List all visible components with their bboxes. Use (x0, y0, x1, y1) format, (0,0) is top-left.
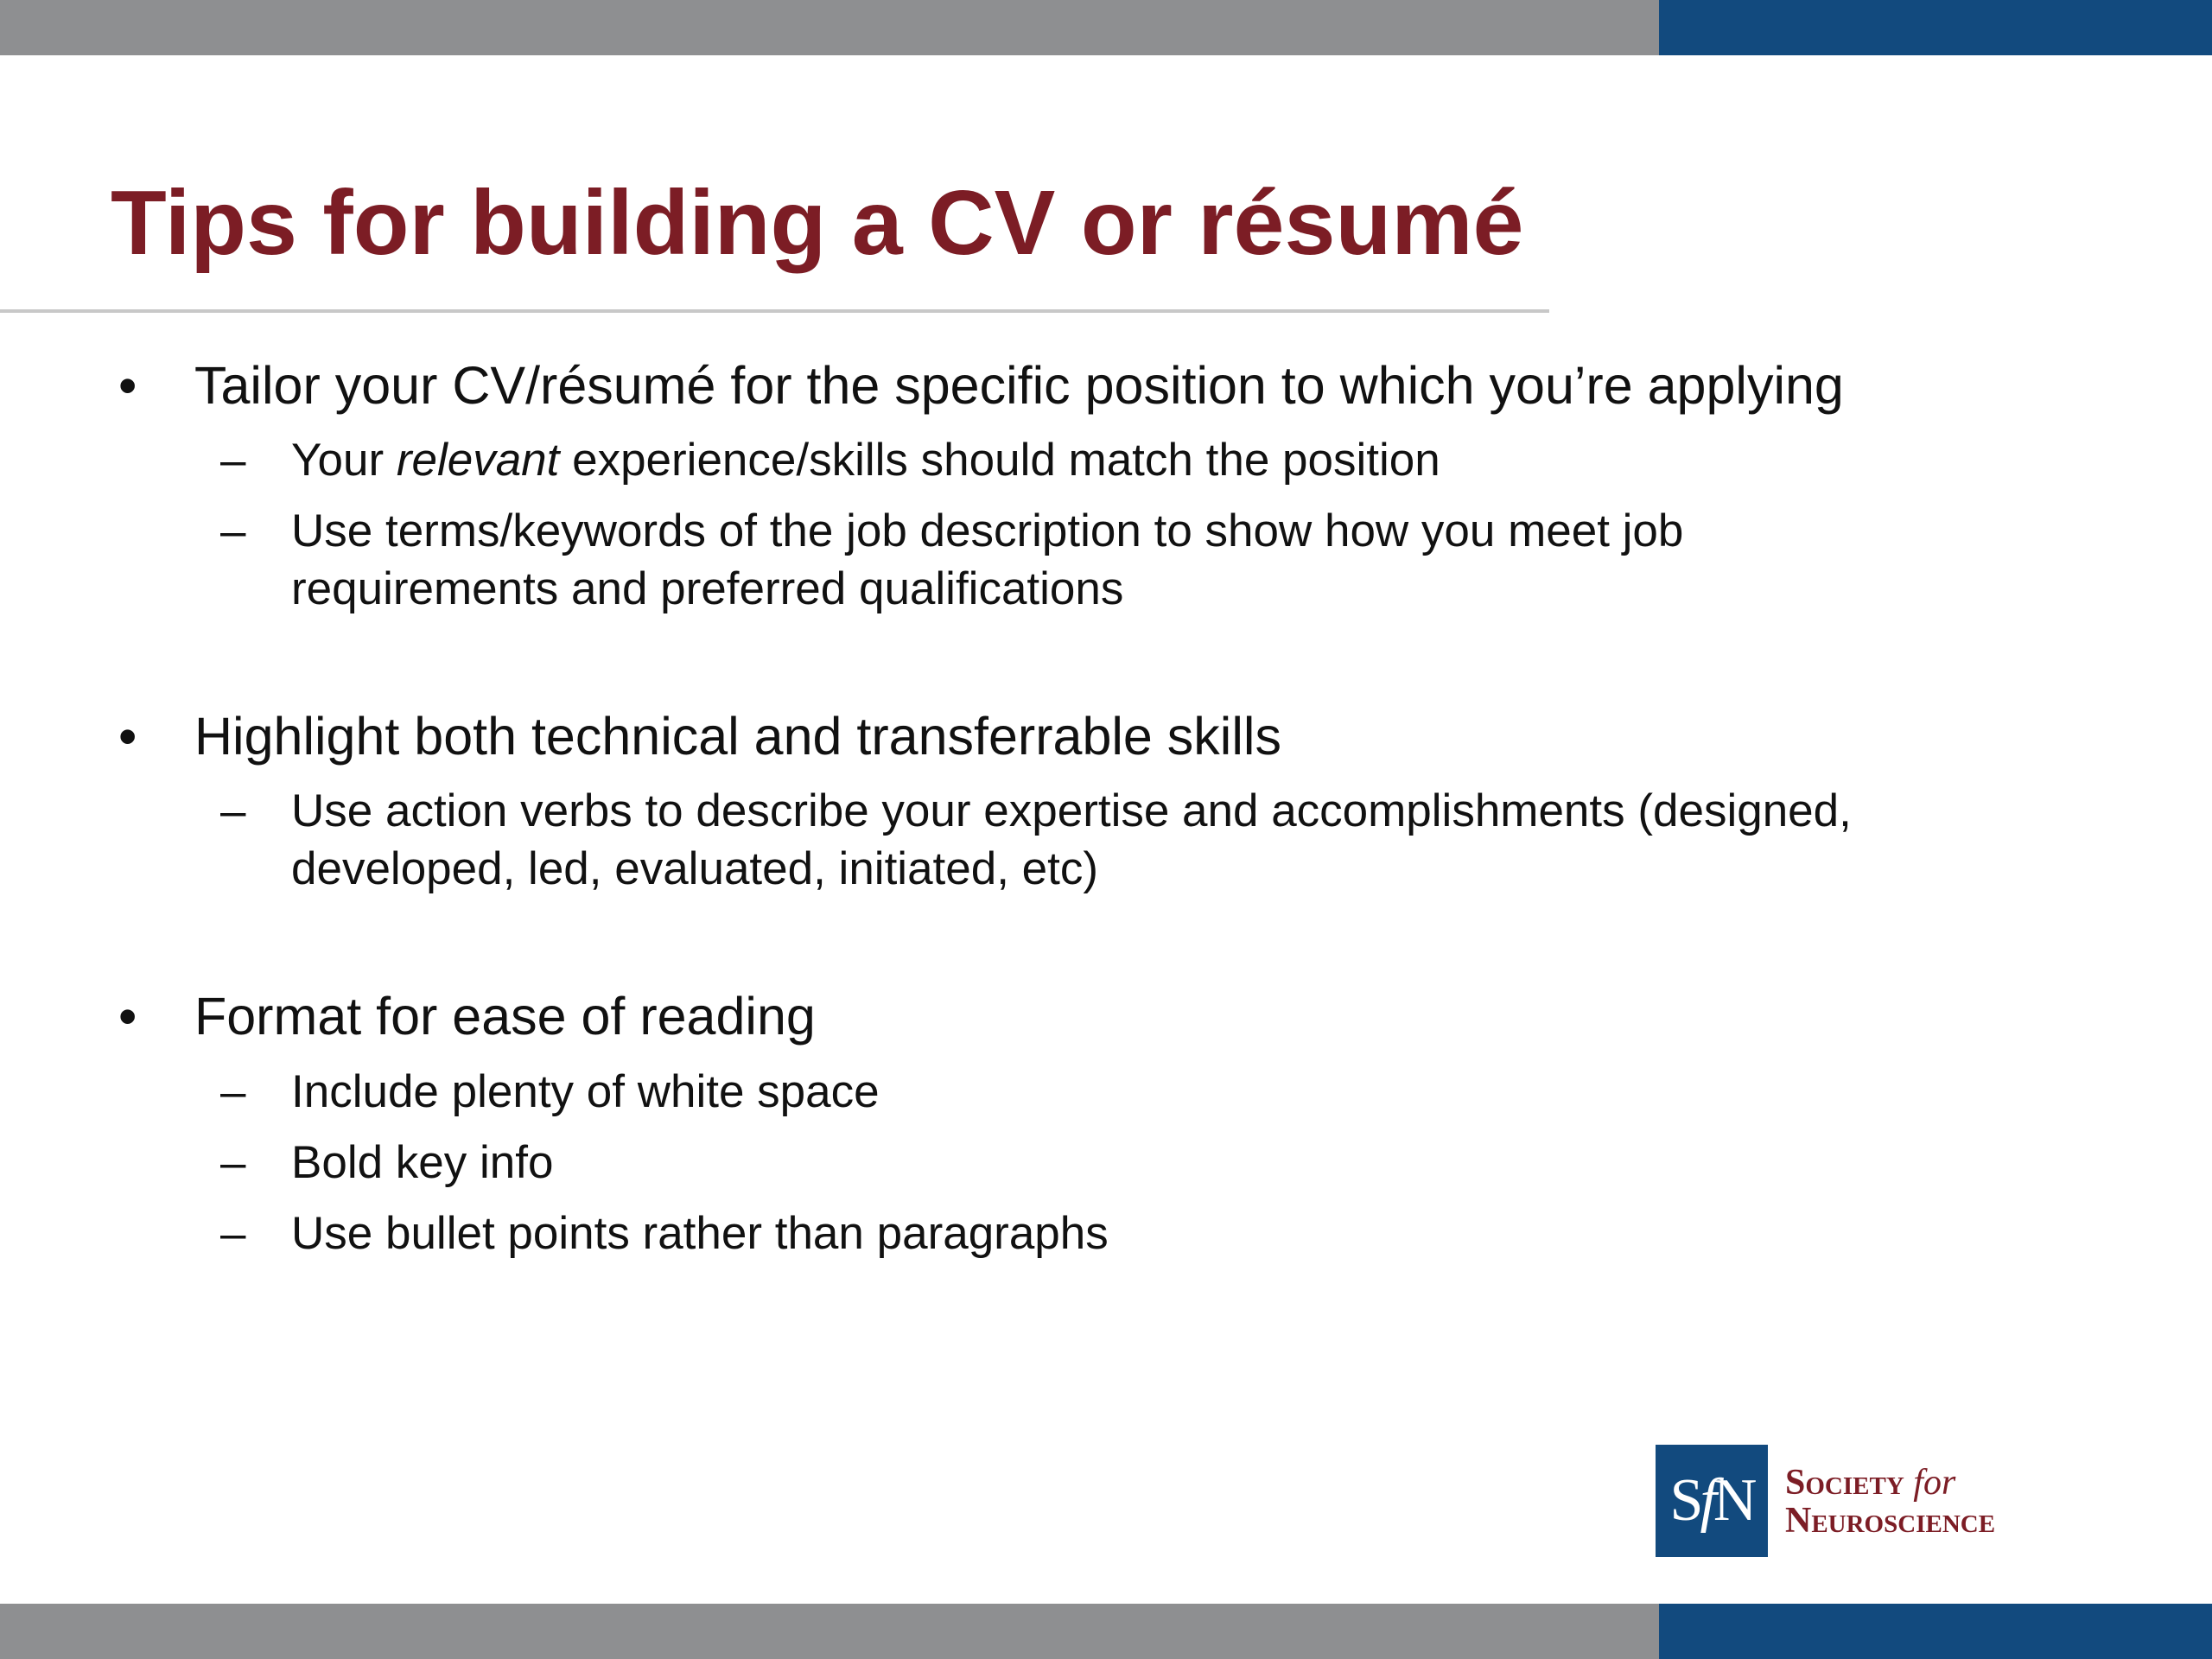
bullet-1-sub-1-marker: – (220, 435, 246, 486)
sfn-logo-letter-f: f (1700, 1467, 1713, 1534)
bottom-band-blue (1659, 1604, 2212, 1659)
bullet-1-sub-2 (220, 502, 1684, 618)
bullet-2-sub-1 (220, 782, 1852, 898)
bullet-2-marker: • (118, 707, 137, 766)
bullet-2 (118, 705, 1281, 767)
bullet-3-text: Format for ease of reading (194, 987, 816, 1046)
bottom-band (0, 1604, 2212, 1659)
sfn-logo-society: Society (1785, 1463, 1904, 1503)
bullet-1-sub-2-marker: – (220, 505, 246, 556)
bullet-2-sub-1-marker: – (220, 785, 246, 836)
bullet-3-sub-2 (220, 1134, 554, 1192)
bullet-2-text: Highlight both technical and transferrable skills (194, 707, 1281, 766)
bullet-1-sub-1-text-pre: Your (291, 435, 397, 486)
bullet-1-sub-1 (220, 431, 1440, 489)
sfn-logo-wordmark (1785, 1464, 1995, 1540)
bullet-2-sub-1-line-1: Use action verbs to describe your expertise and accomplishments (designed, (291, 785, 1852, 836)
bullet-1 (118, 354, 1844, 416)
sfn-logo-letter-s: S (1669, 1467, 1700, 1534)
slide-title: Tips for building a CV or résumé (111, 172, 1524, 274)
bullet-3-sub-2-marker: – (220, 1137, 246, 1188)
bullet-3-sub-1-marker: – (220, 1066, 246, 1117)
bullet-1-sub-2-line-1: Use terms/keywords of the job description to show how you meet job (291, 505, 1684, 556)
sfn-logo-mark (1656, 1445, 1768, 1557)
sfn-logo-letter-n: N (1713, 1467, 1754, 1534)
bullet-1-sub-1-text-emphasis: relevant (396, 435, 560, 486)
sfn-logo-monogram (1669, 1467, 1754, 1534)
bullet-3-marker: • (118, 987, 137, 1046)
sfn-logo (1656, 1445, 2036, 1559)
bottom-band-grey (0, 1604, 1659, 1659)
bullet-3-sub-1 (220, 1063, 880, 1121)
bullet-3-sub-3-text: Use bullet points rather than paragraphs (291, 1208, 1109, 1259)
bullet-3-sub-3 (220, 1205, 1109, 1262)
bullet-3 (118, 985, 816, 1047)
bullet-1-text: Tailor your CV/résumé for the specific position to which you’re applying (194, 356, 1844, 415)
bullet-1-sub-1-text-post: experience/skills should match the position (559, 435, 1440, 486)
bullet-3-sub-3-marker: – (220, 1208, 246, 1259)
bullet-3-sub-2-text: Bold key info (291, 1137, 554, 1188)
bullet-2-sub-1-line-2: developed, led, evaluated, initiated, etc) (291, 843, 1099, 894)
sfn-logo-line-2: Neuroscience (1785, 1501, 1996, 1541)
sfn-logo-for: for (1913, 1463, 1956, 1503)
bullet-3-sub-1-text: Include plenty of white space (291, 1066, 880, 1117)
sfn-logo-line-1 (1785, 1464, 1995, 1502)
bullet-1-sub-2-line-2: requirements and preferred qualifications (291, 563, 1124, 614)
bullet-1-marker: • (118, 356, 137, 415)
